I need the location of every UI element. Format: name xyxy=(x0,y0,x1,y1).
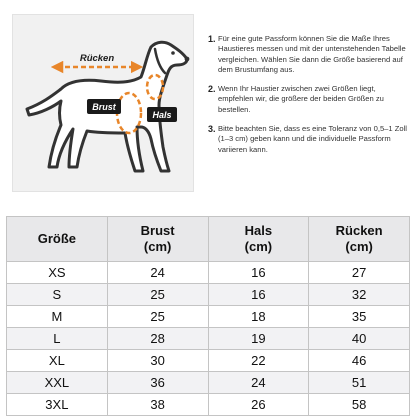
dog-nose xyxy=(185,57,190,62)
dog-eye xyxy=(171,51,175,55)
cell-neck: 16 xyxy=(208,284,309,306)
cell-back: 32 xyxy=(309,284,410,306)
table-row xyxy=(7,262,410,284)
cell-chest: 24 xyxy=(107,262,208,284)
cell-back: 27 xyxy=(309,262,410,284)
cell-size: XXL xyxy=(7,372,108,394)
table-row xyxy=(7,328,410,350)
cell-back: 58 xyxy=(309,394,410,416)
note-text: Bitte beachten Sie, dass es eine Toleranz von 0,5–1 Zoll (1–3 cm) geben kann und die individuelle Passform variieren kann. xyxy=(218,124,407,154)
cell-back: 46 xyxy=(309,350,410,372)
cell-size: S xyxy=(7,284,108,306)
dog-outline-illustration xyxy=(13,15,193,191)
cell-back: 40 xyxy=(309,328,410,350)
cell-neck: 19 xyxy=(208,328,309,350)
info-section xyxy=(0,0,416,205)
note-number: 3. xyxy=(208,124,216,135)
cell-neck: 16 xyxy=(208,262,309,284)
cell-size: L xyxy=(7,328,108,350)
cell-size: M xyxy=(7,306,108,328)
note-item xyxy=(208,124,408,155)
header-neck: Hals (cm) xyxy=(208,217,309,262)
label-chest: Brust xyxy=(92,102,116,112)
header-chest: Brust (cm) xyxy=(107,217,208,262)
cell-neck: 18 xyxy=(208,306,309,328)
table-row xyxy=(7,306,410,328)
note-number: 1. xyxy=(208,34,216,44)
note-text: Wenn Ihr Haustier zwischen zwei Größen liegt, empfehlen wir, die größere der beiden Größen zu bestellen. xyxy=(218,84,384,114)
cell-neck: 24 xyxy=(208,372,309,394)
cell-size: 3XL xyxy=(7,394,108,416)
cell-chest: 30 xyxy=(107,350,208,372)
note-text: Für eine gute Passform können Sie die Maße Ihres Haustieres messen und mit der untenstehenden Tabelle vergleichen. Wählen Sie dann die Größe basierend auf dem Brustumfang aus. xyxy=(218,34,406,74)
cell-neck: 26 xyxy=(208,394,309,416)
label-back: Rücken xyxy=(79,53,115,64)
table-header-row xyxy=(7,217,410,262)
cell-chest: 36 xyxy=(107,372,208,394)
note-item xyxy=(208,84,408,115)
header-back: Rücken (cm) xyxy=(309,217,410,262)
cell-chest: 25 xyxy=(107,284,208,306)
label-neck: Hals xyxy=(152,110,172,120)
note-item xyxy=(208,34,408,75)
cell-chest: 25 xyxy=(107,306,208,328)
table-row xyxy=(7,394,410,416)
cell-size: XS xyxy=(7,262,108,284)
cell-chest: 28 xyxy=(107,328,208,350)
table-row xyxy=(7,284,410,306)
size-chart-table xyxy=(6,216,410,416)
cell-chest: 38 xyxy=(107,394,208,416)
note-number: 2. xyxy=(208,84,216,95)
table-row xyxy=(7,350,410,372)
sizing-notes xyxy=(208,34,408,164)
cell-neck: 22 xyxy=(208,350,309,372)
dog-measurement-diagram xyxy=(12,14,194,192)
header-size: Größe xyxy=(7,217,108,262)
cell-back: 35 xyxy=(309,306,410,328)
table-row xyxy=(7,372,410,394)
cell-size: XL xyxy=(7,350,108,372)
cell-back: 51 xyxy=(309,372,410,394)
